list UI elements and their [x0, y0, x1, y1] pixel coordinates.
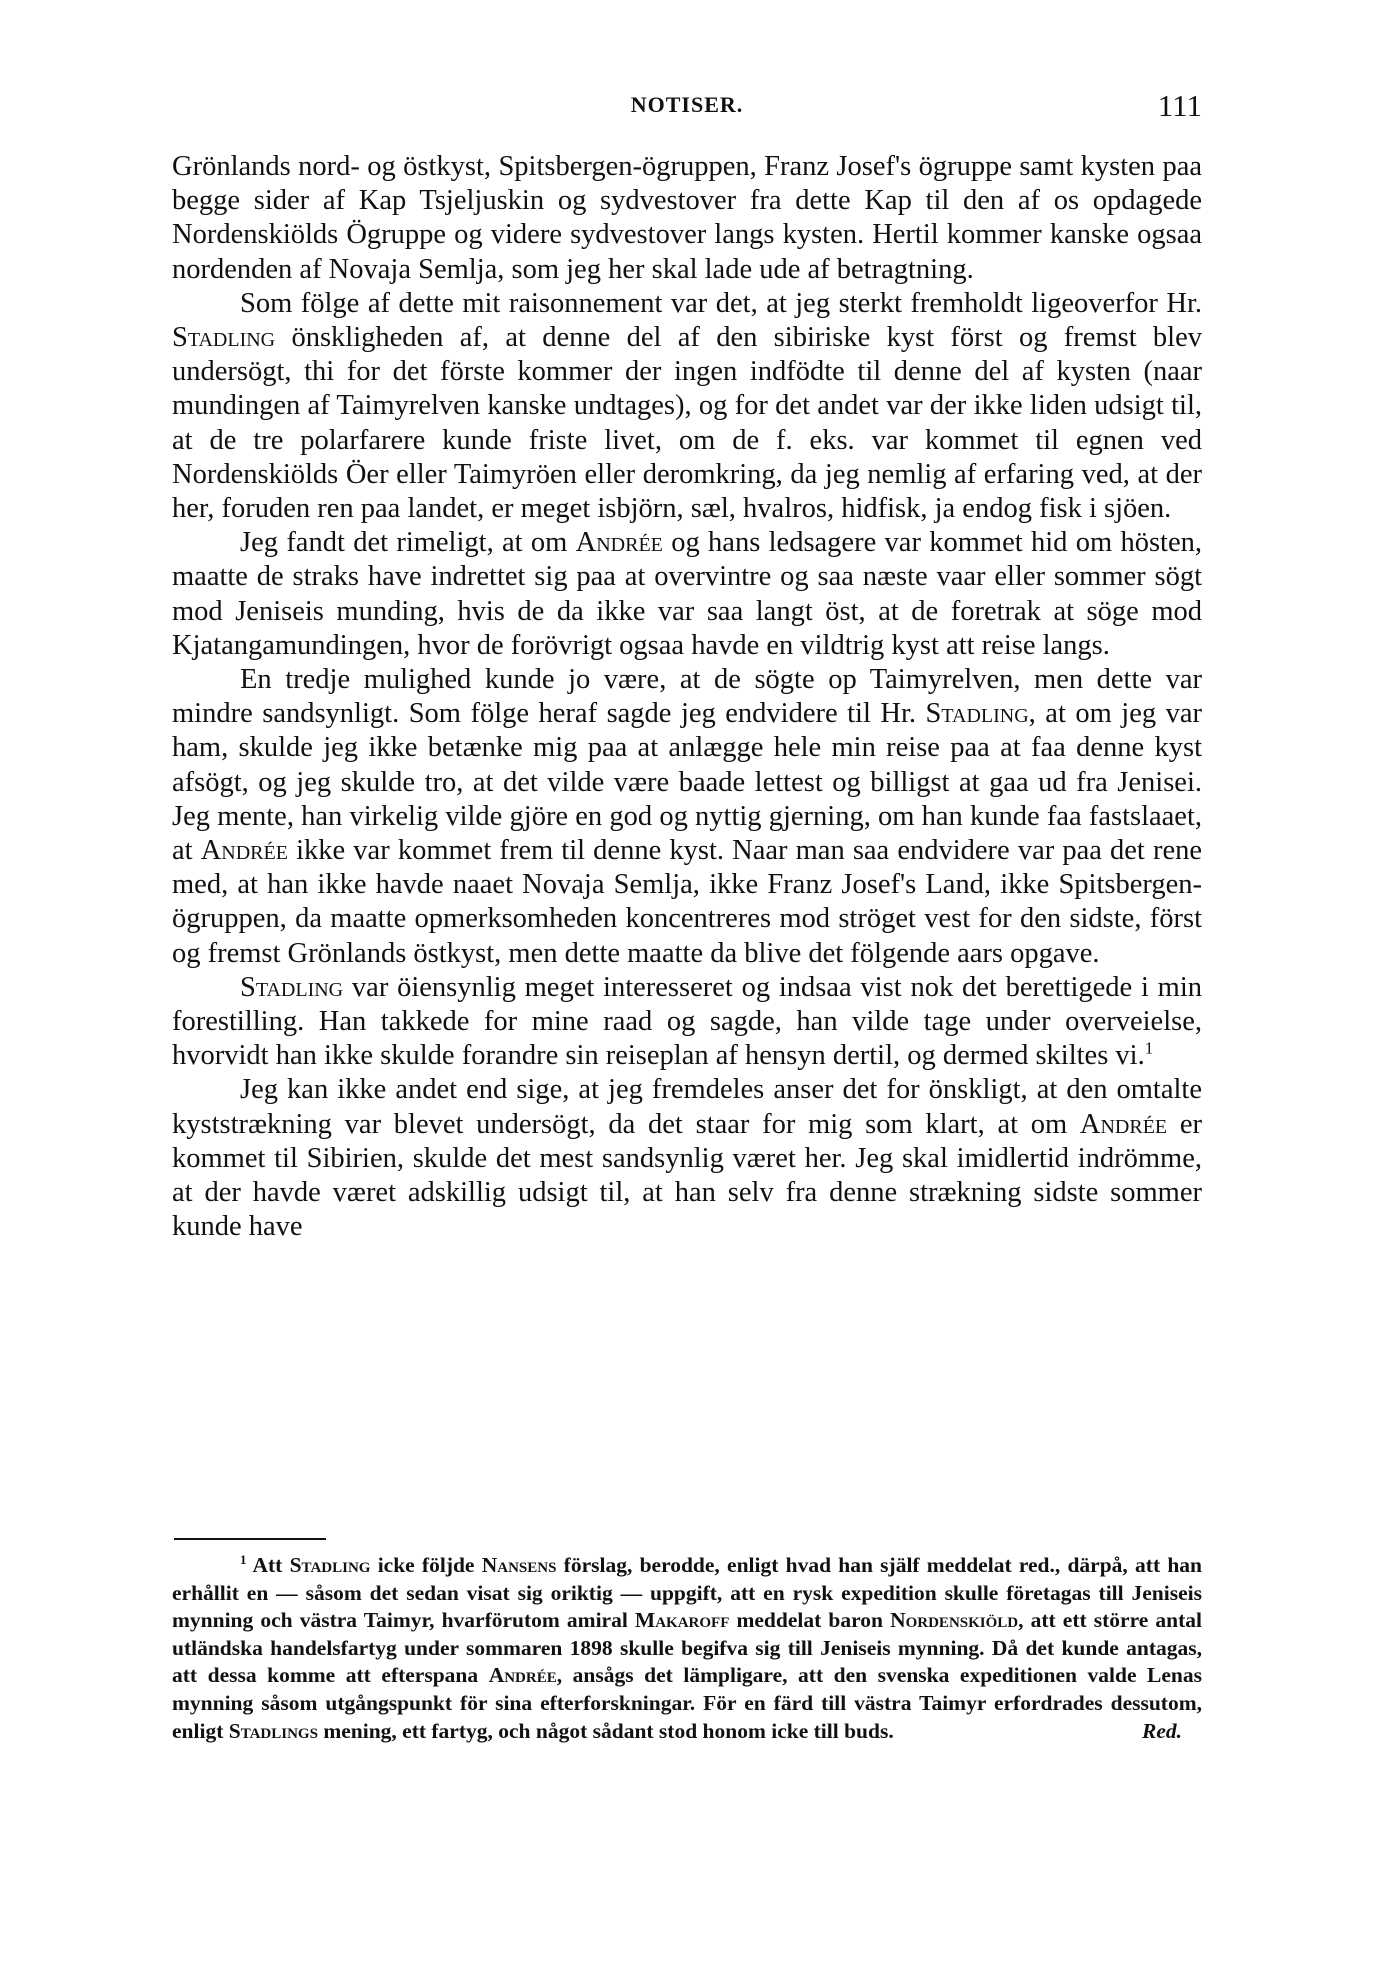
paragraph-text: önskligheden af, at denne del af den sibiriske kyst först og fremst blev undersögt, thi for det förste kommer der ingen indfödte til denne del af kysten (naar mundingen af Taimyrelven kanske undtages), og for det andet var der ikke liden udsigt til, at de tre polarfarere kunde friste livet, om de f. eks. var kommet til egnen ved Nordenskiölds Öer eller Taimyröen eller deromkring, da jeg nemlig af erfaring ved, at der her, foruden ren paa landet, er meget isbjörn, sæl, hvalros, hidfisk, ja endog fisk i sjöen.	[172, 322, 1203, 525]
paragraph-1	[172, 150, 1202, 287]
footnote-divider	[174, 1538, 326, 1540]
paragraph-text: er kommet til Sibirien, skulde det mest sandsynlig været her. Jeg skal imidlertid indrömme, at der havde været adskillig udsigt til, at han selv fra denne strækning sidste sommer kunde have	[172, 1108, 1203, 1243]
footnote-text: , att ett större antal utländska handelsfartyg under sommaren 1898 skulle begifva sig till Jeniseis mynning. Då det kunde antagas, att dessa komme att efterspana	[172, 1608, 1202, 1688]
footnote-text: icke följde	[377, 1553, 475, 1577]
footnote-reference[interactable]: 1	[1144, 1038, 1154, 1058]
paragraph-6	[172, 1073, 1202, 1244]
footnote-paragraph	[172, 1552, 1202, 1745]
paragraph-2	[172, 287, 1202, 526]
paragraph-text: Jeg fandt det rimeligt, at om	[240, 527, 568, 559]
paragraph-text: Jeg kan ikke andet end sige, at jeg fremdeles anser det for önskligt, at den omtalte kyststrækning var blevet undersögt, da det staar for mig som klart, at om	[172, 1074, 1202, 1140]
paragraph-text: ikke var kommet frem til denne kyst. Naar man saa endvidere var paa det rene med, at han ikke havde naaet Novaja Semlja, ikke Franz Josef's Land, ikke Spitsbergen-ögruppen, da maatte opmerksomheden koncentreres mod ströget vest for den sidste, först og fremst Grönlands östkyst, men dette maatte da blive det fölgende aars opgave.	[172, 835, 1203, 969]
name-smallcaps: Stadling	[925, 698, 1029, 730]
name-smallcaps: Andrée	[488, 1663, 557, 1688]
paragraph-3	[172, 526, 1202, 663]
footnote-text: Att	[252, 1553, 283, 1577]
running-title: NOTISER.	[630, 92, 744, 117]
footnote-text: , ansågs det lämpligare, att den svenska expeditionen valde Lenas mynning såsom utgångspunkt för sina efterforskningar. För en färd till västra Taimyr erfordrades dessutom, enligt	[172, 1663, 1203, 1743]
paragraph-text: En tredje mulighed kunde jo være, at de sögte op Taimyrelven, men dette var mindre sandsynligt. Som fölge heraf sagde jeg endvidere til Hr.	[172, 664, 1202, 730]
body-text	[172, 150, 1202, 1245]
name-smallcaps: Stadling	[172, 322, 276, 354]
name-smallcaps: Nordenskiöld	[890, 1608, 1019, 1633]
paragraph-4	[172, 663, 1202, 971]
paragraph-text: var öiensynlig meget interesseret og indsaa vist nok det berettigede i min forestilling. Han takkede for mine raad og sagde, han vilde tage under overveielse, hvorvidt han ikke skulde forandre sin reiseplan af hensyn dertil, og dermed skiltes vi.	[172, 971, 1202, 1072]
footnote	[172, 1552, 1202, 1745]
footnote-marker: 1	[240, 1552, 247, 1567]
name-smallcaps: Stadling	[289, 1553, 371, 1577]
paragraph-5	[172, 971, 1202, 1074]
footnote-text: meddelat baron	[736, 1608, 883, 1633]
running-header	[172, 88, 1202, 128]
page-number: 111	[1157, 88, 1202, 123]
paragraph-text: Grönlands nord- og östkyst, Spitsbergen-ögruppen, Franz Josef's ögruppe samt kysten paa begge sider af Kap Tsjeljuskin og sydvestover fra dette Kap til den af os opdagede Nordenskiölds Ögruppe og videre sydvestover langs kysten. Hertil kommer kanske ogsaa nordenden af Novaja Semlja, som jeg her skal lade ude af betragtning.	[172, 151, 1202, 285]
footnote-text: mening, ett fartyg, och något sådant stod honom icke till buds.	[323, 1718, 894, 1743]
paragraph-text: , at om jeg var ham, skulde jeg ikke betænke mig paa at anlægge hele min reise paa at faa denne kyst afsögt, og jeg skulde tro, at det vilde være baade lettest og billigst at gaa ud fra Jenisei. Jeg mente, han virkelig vilde gjöre en god og nyttig gjerning, om han kunde faa fastslaaet, at	[172, 698, 1203, 867]
name-smallcaps: Nansens	[481, 1553, 557, 1577]
name-smallcaps: Makaroff	[634, 1608, 730, 1633]
name-smallcaps: Andrée	[200, 835, 288, 867]
name-smallcaps: Andrée	[575, 527, 663, 559]
name-smallcaps: Stadlings	[228, 1718, 318, 1743]
footnote-signature: Red.	[1141, 1718, 1182, 1743]
name-smallcaps: Andrée	[1079, 1108, 1168, 1140]
footnote-text: förslag, berodde, enligt hvad han själf meddelat red., därpå, att han erhållit en — såsom det sedan visat sig oriktig — uppgift, att en rysk expedition skulle företagas till Jeniseis mynning och västra Taimyr, hvarförutom amiral	[172, 1553, 1202, 1633]
paragraph-text: Som fölge af dette mit raisonnement var det, at jeg sterkt fremholdt ligeoverfor Hr.	[240, 287, 1202, 319]
name-smallcaps: Stadling	[240, 971, 344, 1003]
paragraph-text: og hans ledsagere var kommet hid om hösten, maatte de straks have indrettet sig paa at overvintre og saa næste vaar eller sommer sögt mod Jeniseis munding, hvis de da ikke var saa langt öst, at de foretrak at söge mod Kjatangamundingen, hvor de forövrigt ogsaa havde en vildtrig kyst att reise langs.	[172, 527, 1202, 661]
